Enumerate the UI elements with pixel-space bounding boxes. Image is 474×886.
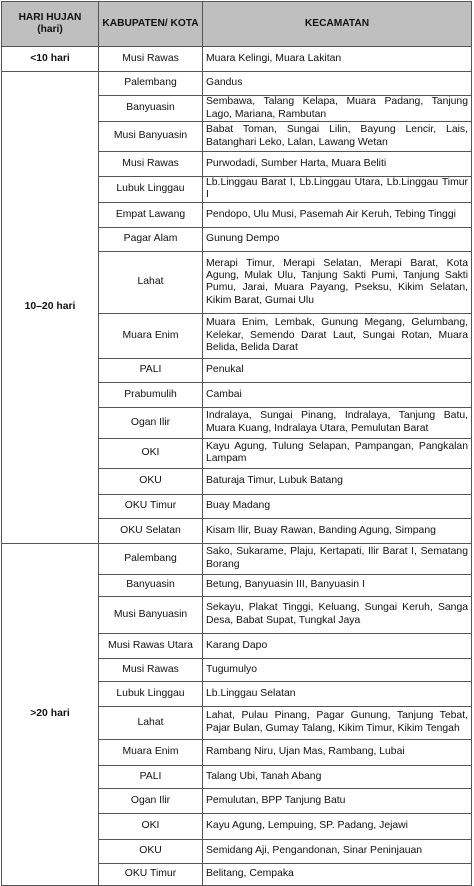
kabupaten-cell: Pagar Alam: [99, 227, 203, 251]
kecamatan-cell: Babat Toman, Sungai Lilin, Bayung Lencir, Lais, Batanghari Leko, Lalan, Lawang Wetan: [203, 122, 472, 152]
kecamatan-cell: Baturaja Timur, Lubuk Batang: [203, 468, 472, 494]
kecamatan-cell: Talang Ubi, Tanah Abang: [203, 765, 472, 788]
kabupaten-cell: Musi Rawas: [99, 152, 203, 177]
header-row: [2, 2, 472, 47]
table-header: [2, 2, 472, 47]
kecamatan-cell: Penukal: [203, 358, 472, 382]
kecamatan-cell: Indralaya, Sungai Pinang, Indralaya, Tanjung Batu, Muara Kuang, Indralaya Utara, Pemulutan Barat: [203, 407, 472, 438]
kecamatan-cell: Sekayu, Plakat Tinggi, Keluang, Sungai Keruh, Sanga Desa, Babat Supat, Tungkal Jaya: [203, 596, 472, 633]
kecamatan-cell: Gandus: [203, 72, 472, 96]
kabupaten-cell: OKU Selatan: [99, 518, 203, 543]
header-hari-hujan: HARI HUJAN (hari): [2, 2, 99, 47]
kabupaten-cell: Musi Banyuasin: [99, 596, 203, 633]
kecamatan-cell: Pendopo, Ulu Musi, Pasemah Air Keruh, Tebing Tinggi: [203, 202, 472, 227]
kecamatan-cell: Lb.Linggau Selatan: [203, 681, 472, 706]
kabupaten-cell: Musi Rawas Utara: [99, 633, 203, 658]
kecamatan-cell: Kisam Ilir, Buay Rawan, Banding Agung, Simpang: [203, 518, 472, 543]
kabupaten-cell: Musi Rawas: [99, 658, 203, 681]
kabupaten-cell: Lubuk Linggau: [99, 177, 203, 203]
kecamatan-cell: Lahat, Pulau Pinang, Pagar Gunung, Tanjung Tebat, Pajar Bulan, Gumay Talang, Kikim Timur, Kikim Tengah: [203, 706, 472, 739]
table-row: [2, 47, 472, 72]
hari-hujan-cell: <10 hari: [2, 47, 99, 72]
table-row: [2, 543, 472, 574]
kabupaten-cell: PALI: [99, 358, 203, 382]
kecamatan-cell: Merapi Timur, Merapi Selatan, Merapi Barat, Kota Agung, Mulak Ulu, Tanjung Sakti Pumi, Tanjung Sakti Pumu, Jarai, Muara Payang, Pseksu, Kikim Selatan, Kikim Barat, Gumai Ulu: [203, 251, 472, 313]
kabupaten-cell: Lahat: [99, 706, 203, 739]
kecamatan-cell: Sako, Sukarame, Plaju, Kertapati, Ilir Barat I, Sematang Borang: [203, 543, 472, 574]
table-row: [2, 72, 472, 96]
kecamatan-cell: Kayu Agung, Tulung Selapan, Pampangan, Pangkalan Lampam: [203, 438, 472, 468]
kabupaten-cell: Banyuasin: [99, 574, 203, 596]
kecamatan-cell: Betung, Banyuasin III, Banyuasin I: [203, 574, 472, 596]
kecamatan-cell: Tugumulyo: [203, 658, 472, 681]
kabupaten-cell: Ogan Ilir: [99, 788, 203, 813]
kabupaten-cell: Banyuasin: [99, 96, 203, 122]
kabupaten-cell: Palembang: [99, 543, 203, 574]
kabupaten-cell: Musi Rawas: [99, 47, 203, 72]
kabupaten-cell: Lubuk Linggau: [99, 681, 203, 706]
hari-hujan-cell: 10–20 hari: [2, 72, 99, 544]
kabupaten-cell: Empat Lawang: [99, 202, 203, 227]
rainfall-days-table: [1, 1, 472, 886]
kecamatan-cell: Muara Enim, Lembak, Gunung Megang, Gelumbang, Kelekar, Semendo Darat Laut, Sungai Rotan, Muara Belida, Belida Darat: [203, 313, 472, 358]
kecamatan-cell: Muara Kelingi, Muara Lakitan: [203, 47, 472, 72]
kabupaten-cell: Muara Enim: [99, 313, 203, 358]
kecamatan-cell: Karang Dapo: [203, 633, 472, 658]
kecamatan-cell: Lb.Linggau Barat I, Lb.Linggau Utara, Lb.Linggau Timur I: [203, 177, 472, 203]
kabupaten-cell: OKU Timur: [99, 494, 203, 518]
kecamatan-cell: Cambai: [203, 382, 472, 407]
kabupaten-cell: Lahat: [99, 251, 203, 313]
kabupaten-cell: OKI: [99, 813, 203, 839]
kabupaten-cell: OKU: [99, 839, 203, 863]
header-kabupaten-kota: KABUPATEN/ KOTA: [99, 2, 203, 47]
kabupaten-cell: Prabumulih: [99, 382, 203, 407]
kecamatan-cell: Kayu Agung, Lempuing, SP. Padang, Jejawi: [203, 813, 472, 839]
kabupaten-cell: Musi Banyuasin: [99, 122, 203, 152]
kabupaten-cell: PALI: [99, 765, 203, 788]
kecamatan-cell: Semidang Aji, Pengandonan, Sinar Peninjauan: [203, 839, 472, 863]
kecamatan-cell: Sembawa, Talang Kelapa, Muara Padang, Tanjung Lago, Mariana, Rambutan: [203, 96, 472, 122]
kecamatan-cell: Gunung Dempo: [203, 227, 472, 251]
kecamatan-cell: Buay Madang: [203, 494, 472, 518]
kecamatan-cell: Belitang, Cempaka: [203, 863, 472, 885]
table-body: [2, 47, 472, 886]
kabupaten-cell: OKI: [99, 438, 203, 468]
kabupaten-cell: Ogan Ilir: [99, 407, 203, 438]
kabupaten-cell: Palembang: [99, 72, 203, 96]
kabupaten-cell: OKU Timur: [99, 863, 203, 885]
kecamatan-cell: Pemulutan, BPP Tanjung Batu: [203, 788, 472, 813]
hari-hujan-cell: >20 hari: [2, 543, 99, 885]
kabupaten-cell: OKU: [99, 468, 203, 494]
kecamatan-cell: Purwodadi, Sumber Harta, Muara Beliti: [203, 152, 472, 177]
kecamatan-cell: Rambang Niru, Ujan Mas, Rambang, Lubai: [203, 739, 472, 765]
header-kecamatan: KECAMATAN: [203, 2, 472, 47]
kabupaten-cell: Muara Enim: [99, 739, 203, 765]
